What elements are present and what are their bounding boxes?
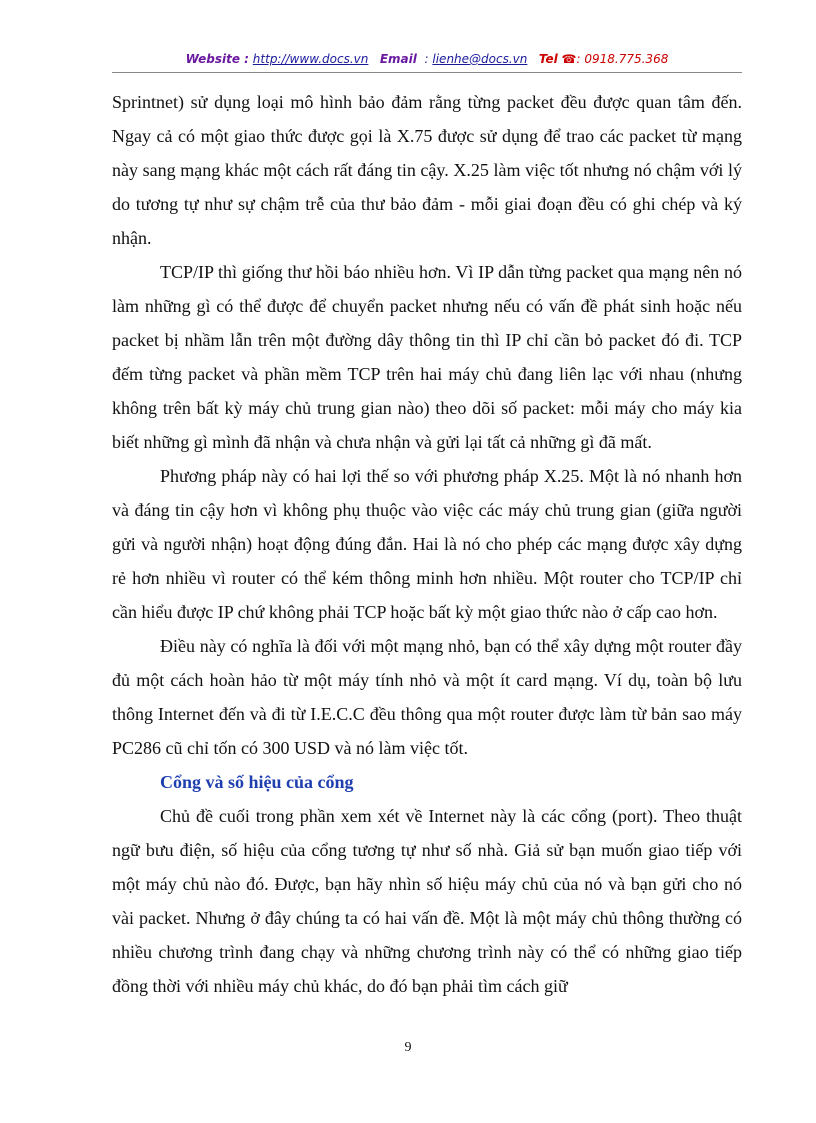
paragraph: TCP/IP thì giống thư hồi báo nhiều hơn. Vì IP dẫn từng packet qua mạng nên nó làm những gì có thể được để chuyển packet nhưng nếu có vấn đề phát sinh hoặc nếu packet bị nhầm lẫn trên một đường dây thông tin thì IP chỉ cần bỏ packet đó đi. TCP đếm từng packet và phần mềm TCP trên hai máy chủ đang liên lạc với nhau (nhưng không trên bất kỳ máy chủ trung gian nào) theo dõi số packet: mỗi máy cho máy kia biết những gì mình đã nhận và chưa nhận và gửi lại tất cả những gì đã mất. [112,262,742,452]
email-link[interactable]: lienhe@docs.vn [432,52,528,66]
website-label: Website : [185,52,249,66]
phone-icon: ☎ [561,52,577,66]
page-content [112,85,742,1003]
tel-label: Tel [538,52,558,66]
paragraph: Sprintnet) sử dụng loại mô hình bảo đảm rằng từng packet đều được quan tâm đến. Ngay cả có một giao thức được gọi là X.75 được sử dụng để trao các packet từ mạng này sang mạng khác một cách rất đáng tin cậy. X.25 làm việc tốt nhưng nó chậm với lý do tương tự như sự chậm trễ của thư bảo đảm - mỗi giai đoạn đều có ghi chép và ký nhận. [112,92,742,248]
section-heading: Cổng và số hiệu của cổng [160,772,354,792]
email-label: Email [379,52,417,66]
paragraph: Chủ đề cuối trong phần xem xét về Internet này là các cổng (port). Theo thuật ngữ bưu điện, số hiệu của cổng tương tự như số nhà. Giả sử bạn muốn giao tiếp với một máy chủ nào đó. Được, bạn hãy nhìn số hiệu máy chủ của nó và bạn gửi cho nó vài packet. Nhưng ở đây chúng ta có hai vấn đề. Một là một máy chủ thông thường có nhiều chương trình đang chạy và những chương trình này có thể có những giao tiếp đồng thời với nhiều máy chủ khác, do đó bạn phải tìm cách giữ [112,806,742,996]
website-link[interactable]: http://www.docs.vn [252,52,369,66]
paragraph: Phương pháp này có hai lợi thế so với phương pháp X.25. Một là nó nhanh hơn và đáng tin cậy hơn vì không phụ thuộc vào việc các máy chủ trung gian (giữa người gửi và người nhận) hoạt động đúng đắn. Hai là nó cho phép các mạng được xây dựng rẻ hơn nhiều vì router có thể kém thông minh hơn nhiều. Một router cho TCP/IP chỉ cần hiểu được IP chứ không phải TCP hoặc bất kỳ một giao thức nào ở cấp cao hơn. [112,466,742,622]
page-header [112,50,742,73]
email-separator: : [424,52,429,66]
paragraph: Điều này có nghĩa là đối với một mạng nhỏ, bạn có thể xây dựng một router đầy đủ một cách hoàn hảo từ một máy tính nhỏ và một ít card mạng. Ví dụ, toàn bộ lưu thông Internet đến và đi từ I.E.C.C đều thông qua một router được làm từ bản sao máy PC286 cũ chỉ tốn có 300 USD và nó làm việc tốt. [112,636,742,758]
tel-number: : 0918.775.368 [576,52,669,66]
page-number: 9 [404,1040,412,1055]
